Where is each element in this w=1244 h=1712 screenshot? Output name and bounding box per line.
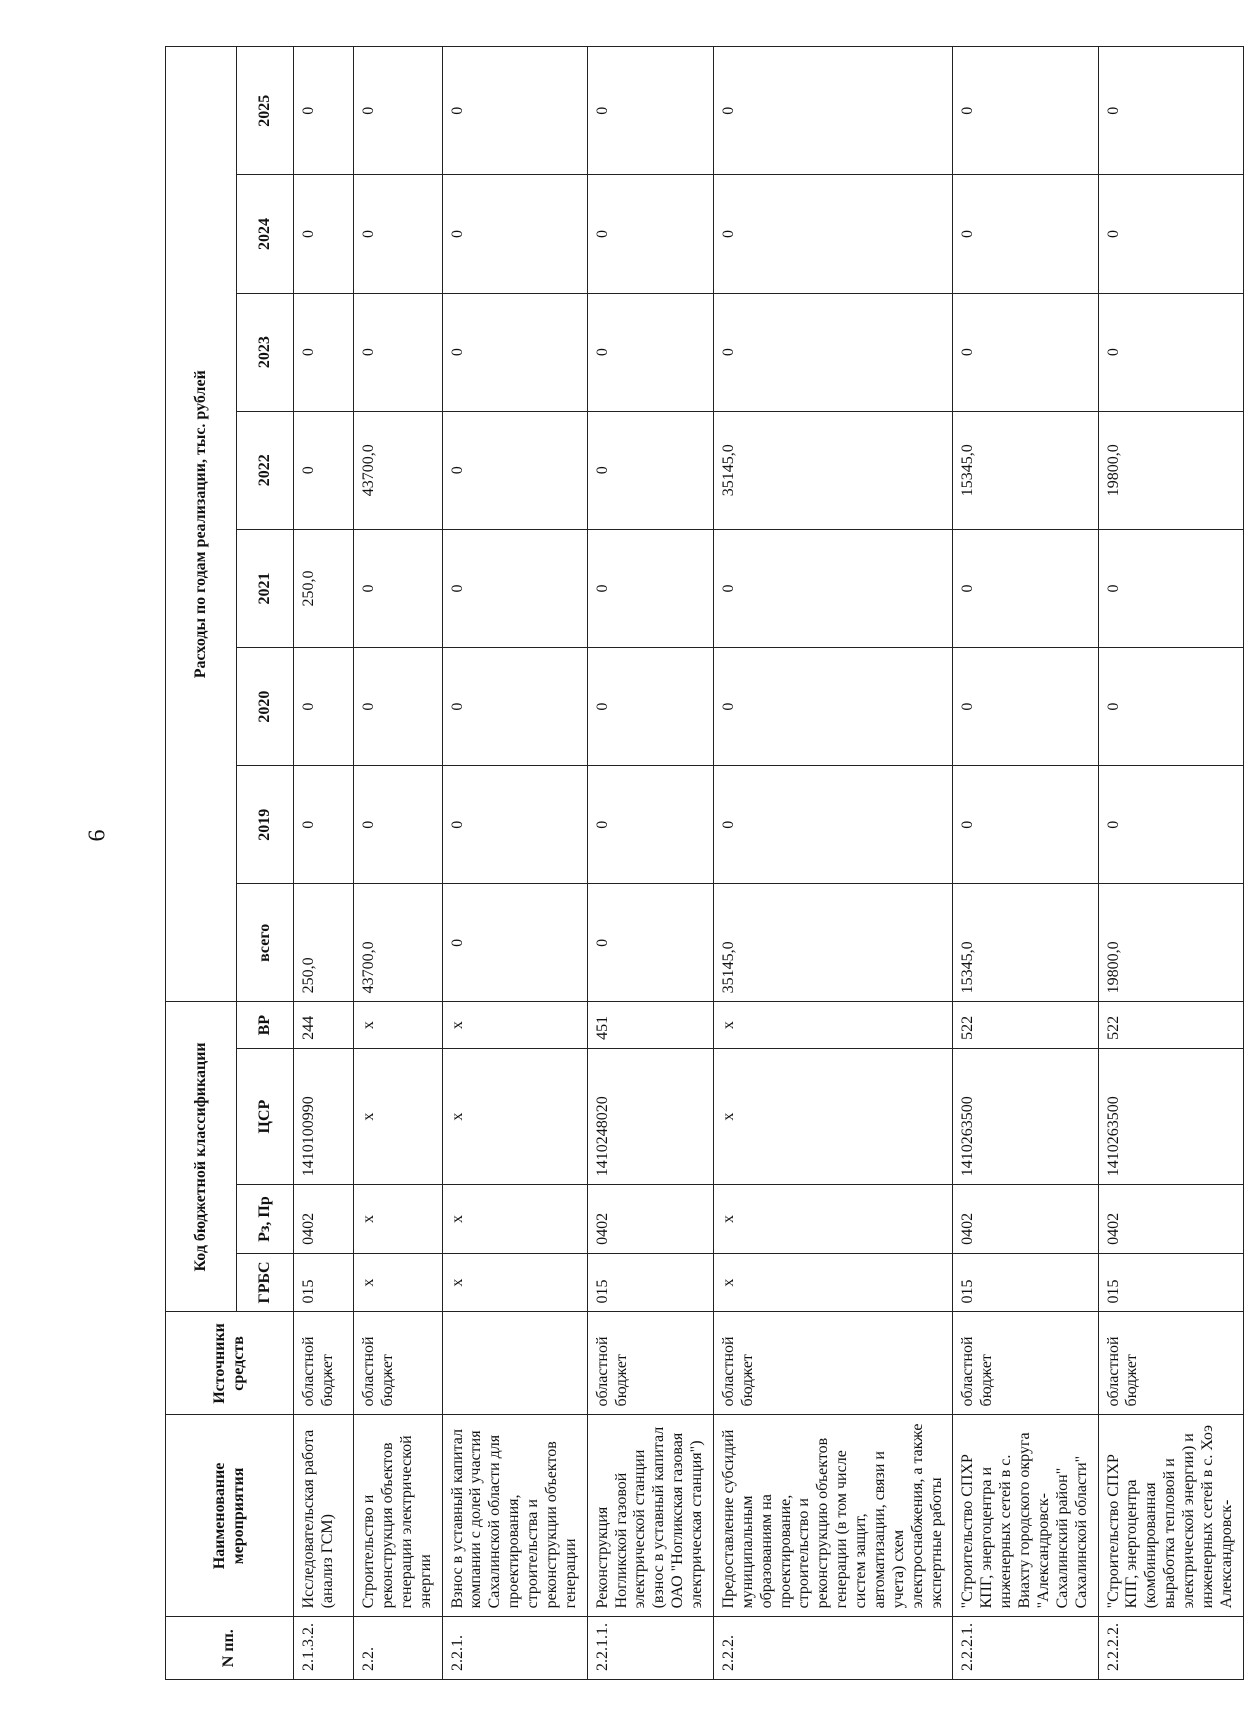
cell-2019: 0 [294,766,354,884]
cell-source: областной бюджет [587,1312,713,1415]
cell-2021: 0 [442,529,587,647]
cell-2025: 0 [953,47,1098,175]
cell-2023: 0 [354,293,443,411]
header-num: N пп. [166,1617,294,1680]
table-area [165,46,1235,1680]
cell-2025: 0 [294,47,354,175]
cell-rzpr: х [442,1185,587,1254]
cell-vr: х [354,1002,443,1048]
cell-2024: 0 [294,175,354,293]
cell-2020: 0 [587,648,713,766]
table-row [1098,47,1243,1680]
table-row [713,47,953,1680]
cell-rzpr: 0402 [1098,1185,1243,1254]
cell-name: Строительство и реконструкция объектов генерации электрической энергии [354,1415,443,1617]
cell-2023: 0 [587,293,713,411]
cell-2025: 0 [1098,47,1243,175]
table-row [953,47,1098,1680]
cell-total: 19800,0 [1098,884,1243,1002]
cell-2022: 15345,0 [953,411,1098,529]
page-number: 6 [84,829,111,842]
cell-2021: 0 [354,529,443,647]
cell-2022: 0 [442,411,587,529]
cell-num: 2.2. [354,1617,443,1680]
cell-2019: 0 [354,766,443,884]
cell-2021: 0 [1098,529,1243,647]
header-expenses: Расходы по годам реализации, тыс. рублей [166,47,237,1002]
cell-2024: 0 [713,175,953,293]
cell-num: 2.2.1.1. [587,1617,713,1680]
cell-csr: 1410100990 [294,1048,354,1184]
cell-2020: 0 [1098,648,1243,766]
cell-2024: 0 [953,175,1098,293]
cell-rzpr: х [354,1185,443,1254]
cell-2020: 0 [713,648,953,766]
cell-csr: х [713,1048,953,1184]
header-source: Источники средств [166,1312,294,1415]
cell-2021: 0 [953,529,1098,647]
table-row [587,47,713,1680]
cell-grbs: 015 [294,1253,354,1312]
cell-2025: 0 [713,47,953,175]
cell-num: 2.2.2. [713,1617,953,1680]
cell-2024: 0 [354,175,443,293]
cell-grbs: х [713,1253,953,1312]
program-expenses-table [165,46,1244,1680]
cell-source: областной бюджет [713,1312,953,1415]
header-name: Наименование мероприятия [166,1415,294,1617]
cell-grbs: 015 [953,1253,1098,1312]
cell-2023: 0 [1098,293,1243,411]
header-budget-code: Код бюджетной классификации [166,1002,237,1312]
cell-2022: 43700,0 [354,411,443,529]
cell-vr: 451 [587,1002,713,1048]
cell-2025: 0 [442,47,587,175]
cell-num: 2.2.1. [442,1617,587,1680]
cell-total: 35145,0 [713,884,953,1002]
cell-2023: 0 [294,293,354,411]
cell-csr: х [354,1048,443,1184]
cell-name: Взнос в уставный капитал компании с долей участия Сахалинской области для проектирования, строительства и реконструкции объектов генерации [442,1415,587,1617]
cell-vr: х [442,1002,587,1048]
cell-2024: 0 [1098,175,1243,293]
cell-grbs: 015 [1098,1253,1243,1312]
cell-2022: 19800,0 [1098,411,1243,529]
cell-source: областной бюджет [294,1312,354,1415]
cell-total: 0 [442,884,587,1002]
table-row [442,47,587,1680]
cell-2022: 0 [587,411,713,529]
cell-2023: 0 [953,293,1098,411]
cell-2020: 0 [294,648,354,766]
cell-source: областной бюджет [354,1312,443,1415]
cell-2019: 0 [953,766,1098,884]
cell-2020: 0 [354,648,443,766]
cell-vr: 244 [294,1002,354,1048]
cell-2021: 0 [587,529,713,647]
cell-grbs: х [442,1253,587,1312]
cell-2021: 250,0 [294,529,354,647]
header-year-2025: 2025 [237,47,294,175]
cell-total: 43700,0 [354,884,443,1002]
cell-2020: 0 [953,648,1098,766]
cell-num: 2.1.3.2. [294,1617,354,1680]
cell-2024: 0 [587,175,713,293]
header-year-2019: 2019 [237,766,294,884]
cell-total: 250,0 [294,884,354,1002]
cell-name: "Строительство СПХР КПГ, энергоцентра (комбинированная выработка тепловой и электрической энергии) и инженерных сетей в с. Хоэ Александровск- [1098,1415,1243,1617]
cell-num: 2.2.2.1. [953,1617,1098,1680]
cell-2019: 0 [587,766,713,884]
cell-2025: 0 [354,47,443,175]
cell-2023: 0 [713,293,953,411]
cell-2025: 0 [587,47,713,175]
cell-vr: 522 [953,1002,1098,1048]
cell-grbs: 015 [587,1253,713,1312]
cell-rzpr: 0402 [587,1185,713,1254]
cell-csr: 1410248020 [587,1048,713,1184]
cell-2022: 35145,0 [713,411,953,529]
table-row [354,47,443,1680]
cell-grbs: х [354,1253,443,1312]
header-year-2021: 2021 [237,529,294,647]
cell-total: 0 [587,884,713,1002]
header-vr: ВР [237,1002,294,1048]
cell-2023: 0 [442,293,587,411]
cell-2019: 0 [713,766,953,884]
cell-source [442,1312,587,1415]
header-rzpr: Рз, Пр [237,1185,294,1254]
cell-total: 15345,0 [953,884,1098,1002]
cell-name: Предоставление субсидий муниципальным образованиям на проектирование, строительство и реконструкцию объектов генерации (в том числе систем защит, автоматизации, связи и учета) схем электроснабжения, а также экспертные работы [713,1415,953,1617]
table-row [294,47,354,1680]
header-csr: ЦСР [237,1048,294,1184]
cell-name: Исследовательская работа (анализ ГСМ) [294,1415,354,1617]
cell-csr: 1410263500 [1098,1048,1243,1184]
cell-vr: 522 [1098,1002,1243,1048]
header-year-2022: 2022 [237,411,294,529]
cell-csr: х [442,1048,587,1184]
header-row-1 [166,47,237,1680]
cell-rzpr: 0402 [953,1185,1098,1254]
cell-2021: 0 [713,529,953,647]
cell-source: областной бюджет [953,1312,1098,1415]
cell-2022: 0 [294,411,354,529]
cell-source: областной бюджет [1098,1312,1243,1415]
header-total: всего [237,884,294,1002]
header-year-2020: 2020 [237,648,294,766]
header-year-2023: 2023 [237,293,294,411]
cell-2019: 0 [442,766,587,884]
cell-rzpr: х [713,1185,953,1254]
cell-name: "Строительство СПХР КПГ, энергоцентра и инженерных сетей в с. Виахту городского округа "Александровск-Сахалинский район" Сахалинской области" [953,1415,1098,1617]
header-year-2024: 2024 [237,175,294,293]
cell-2019: 0 [1098,766,1243,884]
cell-name: Реконструкция Ногликской газовой электрической станции (взнос в уставный капитал ОАО "Ногликская газовая электрическая станция") [587,1415,713,1617]
cell-num: 2.2.2.2. [1098,1617,1243,1680]
cell-csr: 1410263500 [953,1048,1098,1184]
rotated-table-wrapper [165,46,1235,1680]
cell-2020: 0 [442,648,587,766]
cell-rzpr: 0402 [294,1185,354,1254]
cell-vr: х [713,1002,953,1048]
cell-2024: 0 [442,175,587,293]
header-grbs: ГРБС [237,1253,294,1312]
